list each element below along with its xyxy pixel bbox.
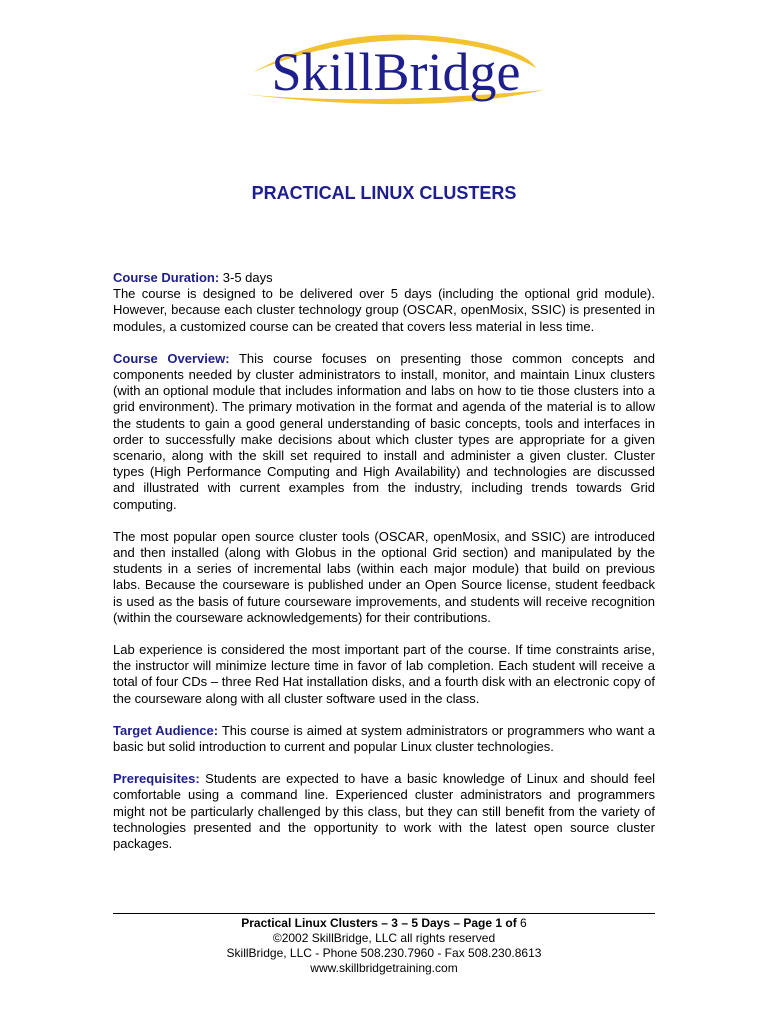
document-title: PRACTICAL LINUX CLUSTERS [251,183,517,203]
document-body [113,270,655,868]
course-overview-text: This course focuses on presenting those common concepts and components needed by cluster administrators to install, monitor, and maintain Linux clusters (with an optional module that includes information and labs on how to tie those clusters into a grid environment). The primary motivation in the format and agenda of the material is to allow the students to gain a good general understanding of basic concepts, tools and interfaces in order to successfully make decisions about which cluster types are appropriate for a given scenario, along with the skill set required to install and administer a given cluster. Cluster types (High Performance Computing and High Availability) and technologies are discussed and illustrated with current examples from the industry, including trends towards Grid computing. [113,350,655,512]
target-audience-label: Target Audience: [113,722,219,738]
course-overview-section [113,351,655,513]
footer-contact: SkillBridge, LLC - Phone 508.230.7960 - Fax 508.230.8613 [226,946,542,960]
prerequisites-text: Students are expected to have a basic knowledge of Linux and should feel comfortable using a command line. Experienced cluster administrators and programmers might not be particularly challenged by this class, but they can still benefit from the variety of technologies presented and the opportunity to work with the latest open source cluster packages. [113,771,655,852]
page-footer [0,916,768,976]
course-overview-label: Course Overview: [113,350,230,366]
footer-total-pages: 6 [520,916,527,930]
skillbridge-logo [236,10,556,126]
footer-website-link[interactable]: www.skillbridgetraining.com [310,961,458,975]
target-audience-section [113,723,655,755]
footer-divider [113,913,655,914]
course-duration-section [113,270,655,335]
footer-page-info [0,916,768,931]
course-duration-text: The course is designed to be delivered over 5 days (including the optional grid module). However, because each cluster technology group (OSCAR, openMosix, SSIC) is presented in modules, a customized course can be created that covers less material in less time. [113,286,655,334]
prerequisites-section [113,771,655,852]
lab-experience-paragraph: Lab experience is considered the most important part of the course. If time constraints arise, the instructor will minimize lecture time in favor of lab completion. Each student will receive a total of four CDs – three Red Hat installation disks, and a fourth disk with an electronic copy of the courseware along with all cluster software used in the class. [113,642,655,706]
target-audience-text: This course is aimed at system administrators or programmers who want a basic but solid introduction to current and popular Linux cluster technologies. [113,722,655,755]
course-duration-label: Course Duration: [113,270,220,285]
course-duration-value: 3-5 days [219,270,273,285]
prerequisites-label: Prerequisites: [113,771,200,787]
logo-text: SkillBridge [271,42,521,102]
footer-copyright: ©2002 SkillBridge, LLC all rights reserved [272,931,496,945]
cluster-tools-paragraph: The most popular open source cluster tools (OSCAR, openMosix, and SSIC) are introduced and then installed (along with Globus in the optional Grid section) and manipulated by the students in a series of incremental labs (within each major module) that build on previous labs. Because the courseware is published under an Open Source license, student feedback is used as the basis of future courseware improvements, and students will receive recognition (within the courseware acknowledgements) for their contributions. [113,528,655,625]
footer-pager-text: Practical Linux Clusters – 3 – 5 Days – Page 1 of [241,916,521,930]
